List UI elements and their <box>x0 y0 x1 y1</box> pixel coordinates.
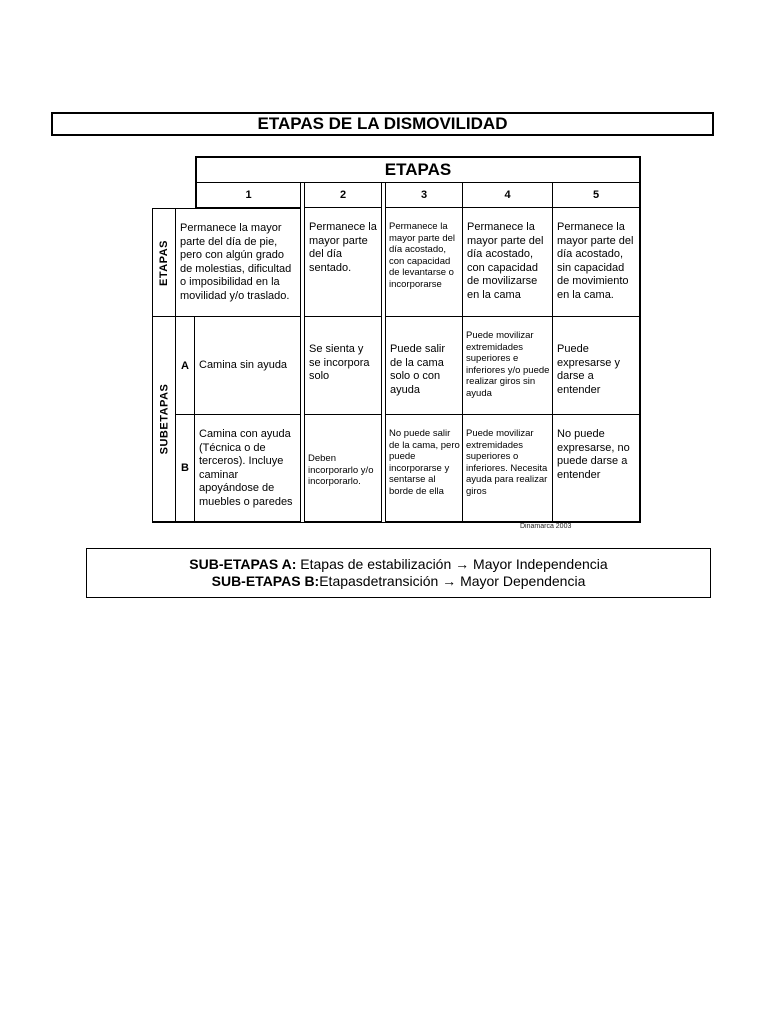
subetapa-b-2: Deben incorporarlo y/o incorporarlo. <box>305 415 382 523</box>
subetapa-b-5: No puede expresarse, no puede darse a entender <box>553 415 641 523</box>
legend-line-a <box>189 556 607 573</box>
subetapa-b-label: B <box>176 415 195 523</box>
column-header-2: 2 <box>305 182 382 208</box>
subetapa-b-4: Puede movilizar extremidades superiores o inferiores. Necesita ayuda para realizar giros <box>463 415 553 523</box>
document-title-text: ETAPAS DE LA DISMOVILIDAD <box>257 114 508 133</box>
row-label-etapas <box>152 208 176 317</box>
etapa-3-description: Permanece la mayor parte del día acostado, con capacidad de levantarse o incorporarse <box>386 208 463 317</box>
subetapa-b-1: Camina con ayuda (Técnica o de terceros). Incluye caminar apoyándose de muebles o paredes <box>195 415 301 523</box>
subetapa-a-4: Puede movilizar extremidades superiores e inferiores y/o puede realizar giros sin ayuda <box>463 317 553 415</box>
subetapa-a-1-text: Camina sin ayuda <box>199 358 288 371</box>
row-label-subetapas-text: SUBETAPAS <box>158 383 170 455</box>
subetapa-a-2: Se sienta y se incorpora solo <box>305 317 382 415</box>
row-label-etapas-text: ETAPAS <box>158 239 170 286</box>
dismovilidad-table <box>152 156 640 523</box>
etapa-4-description: Permanece la mayor parte del día acostado, con capacidad de movilizarse en la cama <box>463 208 553 317</box>
etapa-1-description: Permanece la mayor parte del día de pie, pero con algún grado de molestias, dificultad o imposibilidad en la movilidad y/o traslado. <box>176 208 301 317</box>
column-header-5: 5 <box>553 182 641 208</box>
legend-box <box>86 548 711 598</box>
legend-text-a: Etapas de estabilización → Mayor Independencia <box>300 556 608 572</box>
document-title <box>51 112 714 136</box>
column-header-3: 3 <box>386 182 463 208</box>
etapa-2-description: Permanece la mayor parte del día sentado. <box>305 208 382 317</box>
subetapa-b-3: No puede salir de la cama, pero puede incorporarse y sentarse al borde de ella <box>386 415 463 523</box>
legend-label-a: SUB-ETAPAS A: <box>189 556 297 572</box>
etapa-5-description: Permanece la mayor parte del día acostado, sin capacidad de movimiento en la cama. <box>553 208 641 317</box>
legend-label-b: SUB-ETAPAS B: <box>211 573 320 589</box>
column-header-4: 4 <box>463 182 553 208</box>
table-header-etapas: ETAPAS <box>195 156 641 182</box>
legend-text-b: Etapasdetransición → Mayor Dependencia <box>319 573 586 589</box>
subetapa-a-5: Puede expresarse y darse a entender <box>553 317 641 415</box>
subetapa-a-1 <box>195 317 301 415</box>
subetapa-a-label: A <box>176 317 195 415</box>
subetapa-a-3: Puede salir de la cama solo o con ayuda <box>386 317 463 415</box>
row-label-subetapas <box>152 317 176 523</box>
source-credit: Dinamarca 2003 <box>520 523 572 530</box>
column-header-1: 1 <box>195 182 301 208</box>
legend-line-b <box>212 573 586 590</box>
